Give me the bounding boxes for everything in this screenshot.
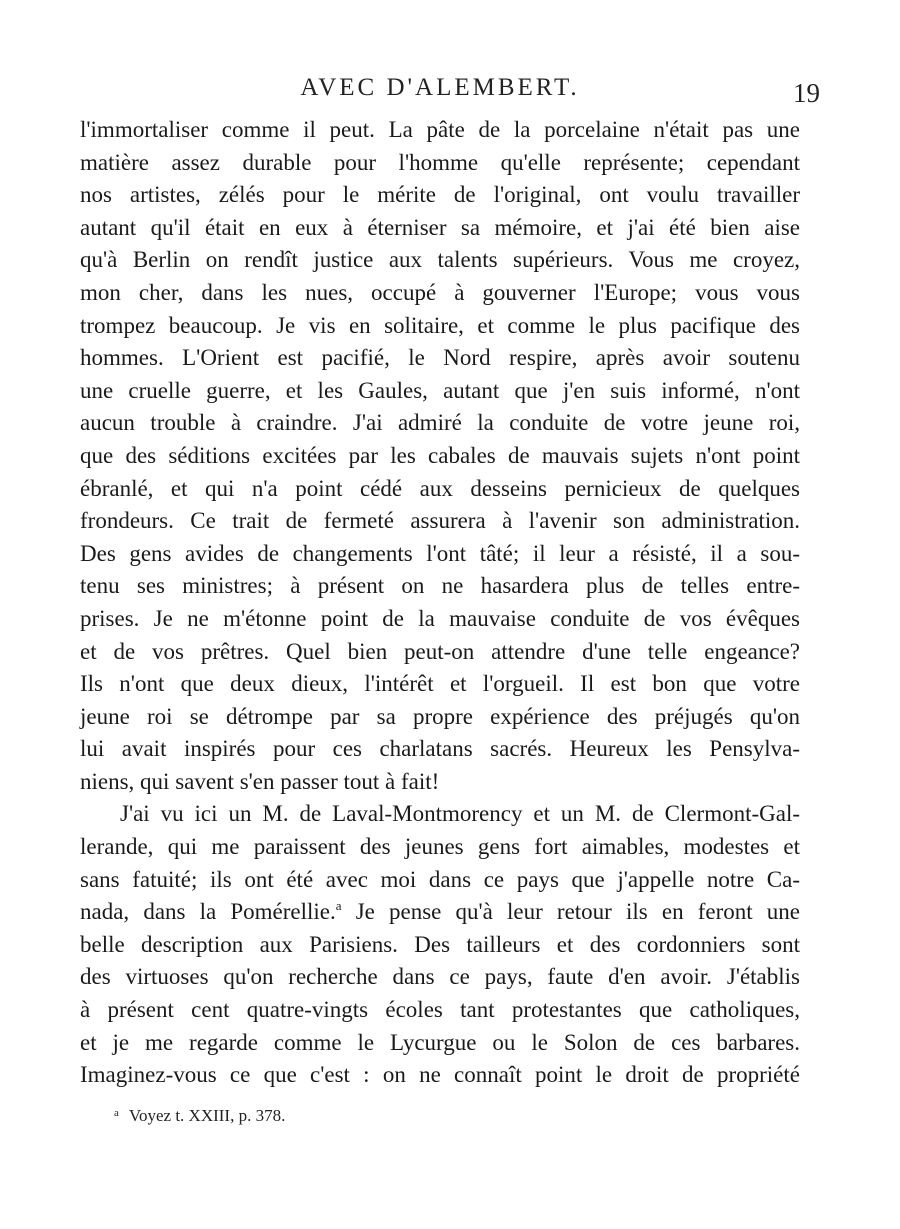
text-line: ébranlé, et qui n'a point cédé aux desseins pernicieux de quelques xyxy=(80,475,800,501)
text-line: l'immortaliser comme il peut. La pâte de la porcelaine n'était pas une xyxy=(80,117,800,142)
text-line: tenu ses ministres; à présent on ne hasardera plus de telles entre- xyxy=(80,573,800,599)
text-line: frondeurs. Ce trait de fermeté assurera à l'avenir son administration. xyxy=(80,508,800,534)
text-line: niens, qui savent s'en passer tout à fait! xyxy=(80,768,440,794)
text-line: sans fatuité; ils ont été avec moi dans ce pays que j'appelle notre Ca- xyxy=(80,866,800,892)
text-line: trompez beaucoup. Je vis en solitaire, et comme le plus pacifique des xyxy=(80,312,800,338)
text-line: nos artistes, zélés pour le mérite de l'original, ont voulu travailler xyxy=(80,182,800,208)
text-line: lui avait inspirés pour ces charlatans sacrés. Heureux les Pensylva- xyxy=(80,736,800,762)
text-line: aucun trouble à craindre. J'ai admiré la conduite de votre jeune roi, xyxy=(80,410,800,436)
text-line: qu'à Berlin on rendît justice aux talents supérieurs. Vous me croyez, xyxy=(80,247,800,273)
text-segment: Je pense qu'à leur retour ils en feront une xyxy=(341,899,801,925)
text-segment: nada, dans la Pomérellie. xyxy=(80,899,336,925)
text-line: Imaginez-vous ce que c'est : on ne connaît point le droit de propriété xyxy=(80,1062,800,1088)
text-line: à présent cent quatre-vingts écoles tant protestantes que catholiques, xyxy=(80,997,800,1023)
footnote-text: Voyez t. XXIII, p. 378. xyxy=(128,1106,286,1125)
text-line-with-footnote xyxy=(80,896,800,929)
footnote xyxy=(114,1106,285,1126)
footnote-reference[interactable]: a xyxy=(335,898,342,914)
text-line: Des gens avides de changements l'ont tâté; il leur a résisté, il a sou- xyxy=(80,540,800,566)
text-line: belle description aux Parisiens. Des tailleurs et des cordonniers sont xyxy=(80,931,800,957)
text-line: autant qu'il était en eux à éterniser sa mémoire, et j'ai été bien aise xyxy=(80,214,800,240)
footnote-mark: a xyxy=(114,1107,119,1119)
text-line: J'ai vu ici un M. de Laval-Montmorency et un M. de Clermont-Gal- xyxy=(120,801,800,827)
text-line: et de vos prêtres. Quel bien peut-on attendre d'une telle engeance? xyxy=(80,638,800,664)
page-header xyxy=(80,74,820,108)
text-line: que des séditions excitées par les cabales de mauvais sujets n'ont point xyxy=(80,442,800,468)
body-text xyxy=(80,114,800,1092)
text-line: Ils n'ont que deux dieux, l'intérêt et l'orgueil. Il est bon que votre xyxy=(80,671,800,697)
text-line: des virtuoses qu'on recherche dans ce pays, faute d'en avoir. J'établis xyxy=(80,964,800,990)
text-line: lerande, qui me paraissent des jeunes gens fort aimables, modestes et xyxy=(80,834,800,860)
text-line: matière assez durable pour l'homme qu'elle représente; cependant xyxy=(80,149,800,175)
text-line: jeune roi se détrompe par sa propre expérience des préjugés qu'on xyxy=(80,703,800,729)
text-line: mon cher, dans les nues, occupé à gouverner l'Europe; vous vous xyxy=(80,279,800,305)
running-title: AVEC D'ALEMBERT. xyxy=(300,74,580,101)
text-line: prises. Je ne m'étonne point de la mauvaise conduite de vos évêques xyxy=(80,605,800,631)
text-line: hommes. L'Orient est pacifié, le Nord respire, après avoir soutenu xyxy=(80,345,800,371)
page-number: 19 xyxy=(793,78,820,108)
text-line: et je me regarde comme le Lycurgue ou le Solon de ces barbares. xyxy=(80,1029,800,1055)
text-line: une cruelle guerre, et les Gaules, autant que j'en suis informé, n'ont xyxy=(80,377,800,403)
